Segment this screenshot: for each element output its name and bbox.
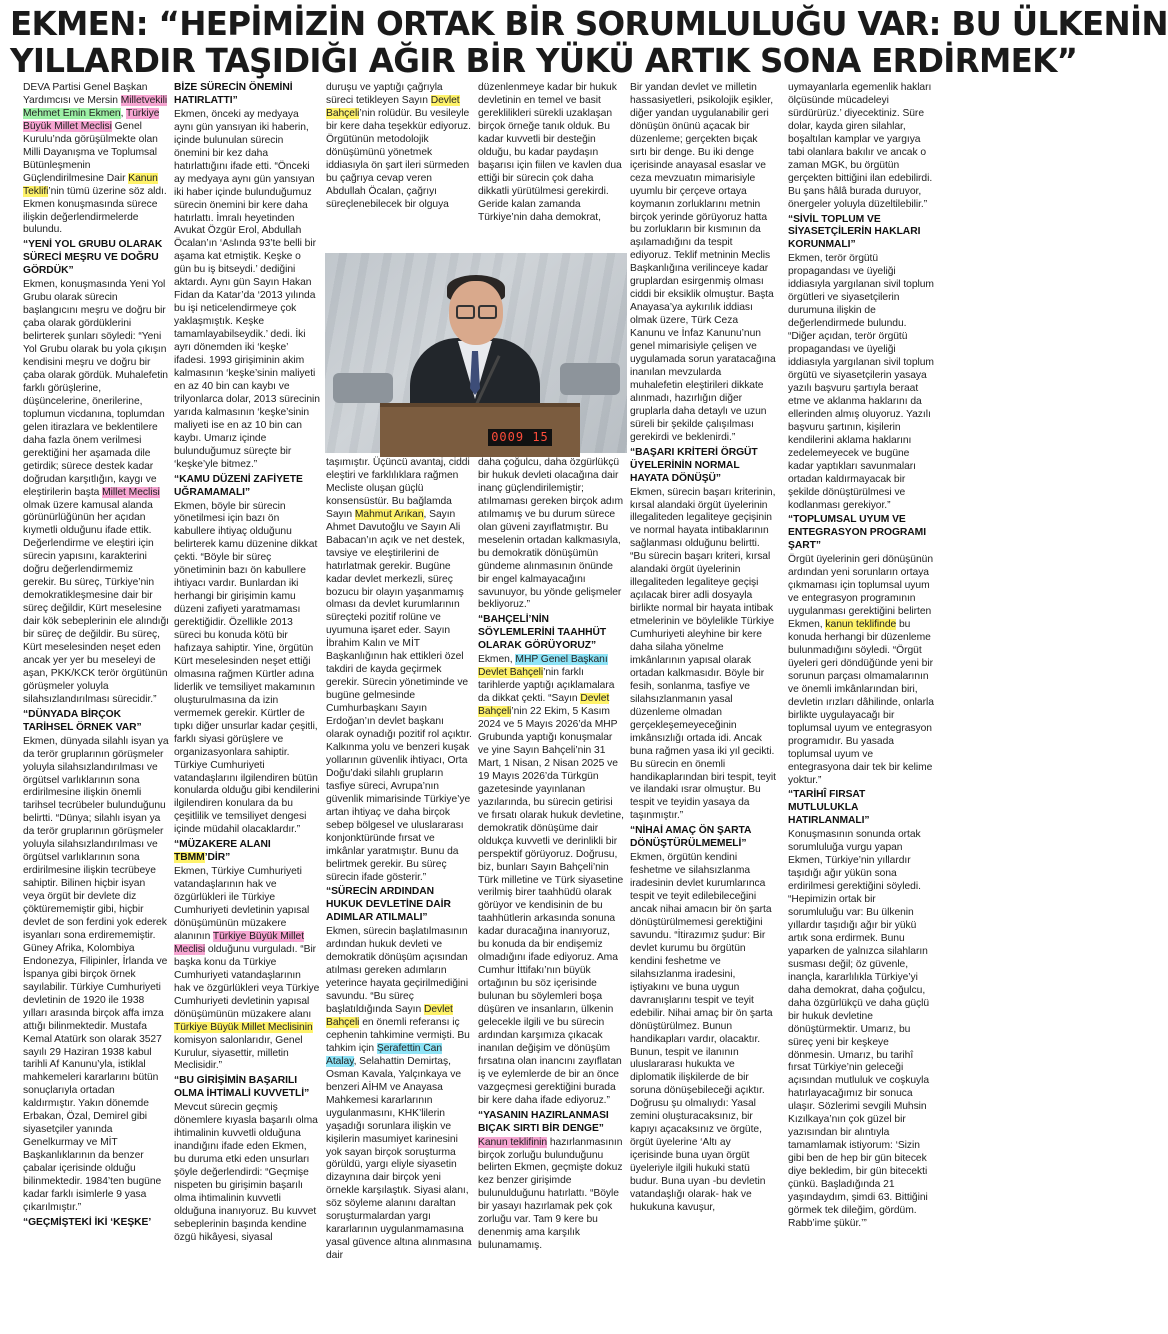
article-column-4-top [478,82,624,252]
section-heading: “YENİ YOL GRUBU OLARAK SÜRECİ MEŞRU VE DOĞRU GÖRDÜK” [23,239,163,277]
speaker-photo [325,253,627,453]
glasses-icon [456,305,475,319]
paragraph: Bir yandan devlet ve milletin hassasiyetleri, psikolojik eşikler, diğer yandan uygulanabilir geri dönüşün önünü açacak bir düzenleme; gerçekten bıçak sırtı bir denge. Bu iki denge içerisinde anayasal esaslar ve ceza mevzuatın mimarisiyle uyumlu bir çerçeve ortaya koymanın zorluklarını metnin birçok yerinde görüyoruz hatta bu zorlukların bir kısmının da aşılamadığını da tespit ediyoruz. Teklif metninin Meclis Başkanlığına verilinceye kadar gruplardan esirgenmiş olması ciddi bir eksiklik olmuştur. Başta Anayasa’ya aykırılık iddiası olmak üzere, Türk Ceza Kanunu ve İnfaz Kanunu’nun genel mimarisiyle çelişen ve uygulamada sorun yaratacağına inanılan mevzularda muhalefetin eleştirileri dikkate alınmadı, hazırlığın diğer gruplarla daha detaylı ve uzun süreli bir şekilde çalışılması gerekirdi ve beklenirdi.” [630,82,776,443]
paragraph: Ekmen, konuşmasında Yeni Yol Grubu olarak sürecin başlangıcını meşru ve doğru bir çaba olarak gördüklerini belirterek şunları söyledi: “Yeni Yol Grubu olarak bu yola çıkışın kendisini meşru ve doğru bir çaba olarak gördük. Muhalefetin farklı görüşlerine, düşüncelerine, önerilerine, toplumun vicdanına, toplumdan gelen itirazlara ve beklentilere daha fazla önem verilmesi gerektiğini her aşamada dile getirdik; sürece destek kadar doğrudan karşıtlığın, kaygı ve eleştirilerin başta Millet Meclisi olmak üzere kamusal alanda görünürlüğünün her açıdan kıymetli olduğunu ifade ettik. Değerlendirme ve eleştiri için sürecin yapısını, karakterini doğru değerlendirmemiz gerekir. Bu süreç, Türkiye’nin demokratikleşmesine dair bir süreç değildir, Kürt meselesine dair kök sebeplerinin ele alındığı bir süreç de değildir. Bu süreç, Kürt meselesinden neşet eden ancak yer yer bu meseleyi de aşan, PKK/KCK terör örgütünün görüşmeler yoluyla silahsızlandırılması sürecidir.” [23,279,169,705]
paragraph: uymayanlarla egemenlik hakları ölçüsünde mücadeleyi sürdürürüz.’ diyecektiniz. Süre dolar, kayda giren silahlar, boşaltılan kamplar ve yargıya tabi olanlara bakılır ve ancak o zaman MGK, bu örgütün gerçekten bittiğini ilan edebilirdi. Bu şans hâlâ burada duruyor, önergeler yoluyla düzeltilebilir.” [788,82,933,210]
paragraph: Ekmen, sürecin başarı kriterinin, kırsal alandaki örgüt üyelerinin illegaliteden legaliteye geçişinin ve normal hayata intibaklarının sağlanması olduğunu belirtti. “Bu sürecin başarı kriteri, kırsal alandaki örgüt üyelerinin illegaliteden legaliteye geçişi açılacak birer adli dosyayla birlikte normal bir hayata intibak etmelerinin ve böylelikle Türkiye Cumhuriyeti aleyhine bir kere daha silaha yönelme imkânlarının yapısal olarak ortadan kalkmasıdır. Böyle bir fesih, sonlanma, tasfiye ve silahsızlanmanın yasal düzenleme olmadan gerçekleşemeyeceğinin imkânsızlığı ortada idi. Ancak buna rağmen yasa iki yıl gecikti. Bu sürecin en önemli handikaplarından biri tespit, teyit ve ilandaki ısrar olmuştur. Bu tespit ve teyidin yasaya da taşınmıştır.” [630,486,776,822]
paragraph: Ekmen, örgütün kendini feshetme ve silahsızlanma iradesinin devlet kurumlarınca tespit ve teyit edilebileceğini ancak nihai amacın bir ön şarta dönüştürülmemesi gerektiğini savundu. “İtirazımız şudur: Bir devlet kurumu bu örgütün kendini feshetme ve silahsızlanma iradesini, iştiyakını ve buna uygun davranışlarını tespit ve teyit edebilir. Nihai amaç bir ön şarta dönüştürülmez. Bunun handikapları vardır, olacaktır. Bunun, tespit ve ilanının uluslararası hukukta ve diplomatik ilişkilerde de bir soruna dönüşebileceği açıktır. Doğrusu şu olmalıydı: Yasal zemini oluşturacaksınız, bir kapıyı açacaksınız ve örgüte, örgüt üyelerine ‘Altı ay içerisinde buna uyan örgüt üyeleriyle ilgili hukuki statü budur. Buna uyan -bu devletin vatandaşlığı olarak- hak ve hukukuna kavuşur, [630,852,773,1213]
section-heading: “TOPLUMSAL UYUM VE ENTEGRASYON PROGRAMI ŞART” [788,514,927,552]
paragraph: Ekmen, MHP Genel Başkanı Devlet Bahçeli’nin farklı tarihlerde yaptığı açıklamalara da dikkat çekti. “Sayın Devlet Bahçeli’nin 22 Ekim, 5 Kasım 2024 ve 5 Mayıs 2026’da MHP Grubunda yaptığı konuşmalar ve yine Sayın Bahçeli’nin 31 Mart, 1 Nisan, 2 Nisan 2025 ve 19 Mayıs 2026’da Türkgün gazetesinde yayınlanan yazılarında, bu sürecin getirisi ve fırsatı olarak hukuk devletine, demokratik dönüşüme dair oldukça kuvvetli ve derinlikli bir perspektif görüyoruz. Doğrusu, biz, bunları Sayın Bahçeli’nin Türk milletine ve Türk siyasetine verilmiş birer taahhüdü olarak görüyor ve kendisinin de bu taahhütlerin arkasında sonuna kadar duracağına inanıyoruz, bu konuda da bir endişemiz olmadığını ifade ediyoruz. Ama Cumhur İttifakı’nın büyük ortağının bu söz içerisinde bulunan bu söylemleri boşa düşüren ve insanların, ülkenin gelecekle ilgili ve bu sürecin ardından karşımıza çıkacak inanılan değişim ve dönüşüm fırsatına olan inancını zayıflatan iş ve eylemlerde de bir an önce vazgeçmesi gerektiğini burada bir kere daha ifade ediyoruz.” [478,654,624,1106]
paragraph: Ekmen, Türkiye Cumhuriyeti vatandaşlarının hak ve özgürlükleri ile Türkiye Cumhuriyeti devletinin yapısal dönüşümünün müzakere alanının Türkiye Büyük Millet Meclisi olduğunu vurguladı. “Bir başka konu da Türkiye Cumhuriyeti vatandaşlarının hak ve özgürlükleri veya Türkiye Cumhuriyeti devletinin yapısal dönüşümünün müzakere alanı Türkiye Büyük Millet Meclisinin komisyon salonlarıdır, Genel Kurulur, siyasettir, milletin Meclisidir.” [174,866,320,1072]
paragraph: Kanun teklifinin hazırlanmasının birçok zorluğu bulunduğunu belirten Ekmen, geçmişte dokuz kez benzer girişimde bulunulduğunu hatırlattı. “Böyle bir yasayı hazırlamak pek çok zorluğu var. Tam 9 kere bu denenmiş ama karşılık bulunamamış. [478,1136,623,1252]
paragraph: Mevcut sürecin geçmiş dönemlere kıyasla başarılı olma ihtimalinin kuvvetli olduğuna inandığını ifade eden Ekmen, bu duruma etki eden unsurları şöyle değerlendirdi: “Geçmişe nispeten bu girişimin başarılı olma ihtimalinin kuvvetli olduğuna inanıyoruz. Bu kuvvet sebeplerinin başında kendine özgü hikâyesi, siyasal [174,1102,318,1243]
paragraph: Ekmen, sürecin başlatılmasının ardından hukuk devleti ve demokratik dönüşüm açısından atılması gereken adımların yeterince hayata geçirilmediğini savundu. “Bu süreç başlatıldığında Sayın Devlet Bahçeli en önemli referansı iç cephenin tahkimine vermişti. Bu tahkim için Şerafettin Can Atalay, Selahattin Demirtaş, Osman Kavala, Yalçınkaya ve benzeri AİHM ve Anayasa Mahkemesi kararlarının uygulanmasını, KHK’lilerin yaşadığı sorunlara ilişkin ve kişilerin masumiyet karinesini yok sayan birçok soruşturma görüldü, yargı eliyle siyasetin dizaynına dair birçok yeni örnekle karşılaştık. Siyasi alanı, söz söyleme alanını daraltan soruşturmalardan yargı kararlarının uygulanmamasına yasal güvence altına alınmasına dair [326,926,472,1262]
article-column-5 [630,82,776,1332]
article-column-2 [174,82,320,1332]
paragraph: duruşu ve yaptığı çağrıyla süreci tetikleyen Sayın Devlet Bahçeli’nin rolüdür. Bu vesileyle bir kere daha teşekkür ediyoruz. Örgütünün metodolojik dönüşümünü yönetmek iddiasıyla ön şart ileri sürmeden bu çağrıya cevap veren Abdullah Öcalan, çağrıyı süreçlenebilecek bir olguya [326,82,471,210]
paragraph: Ekmen, önceki ay medyaya aynı gün yansıyan iki haberin, içinde bulunulan sürecin önemini bir kez daha hatırlattığını ifade etti. “Önceki ay medyaya aynı gün yansıyan iki haber içinde bulunduğumuz sürecin önemini bir kere daha hatırlattı. İmralı heyetinden Avukat Özgür Erol, Abdullah Öcalan’ın ‘Aslında 93’te belli bir aşama kat etmiştik. Keşke o gün bu iş bitseydi.’ dediğini aktardı. Aynı gün Sayın Hakan Fidan da Katar’da ‘2013 yılında bu işi neticelendirmeye çok yaklaşmıştık. Keşke tamamlayabilseydik.’ dedi. İki ayrı dönemden iki ‘keşke’ ifadesi. 1993 girişiminin akim kalmasının ‘keşke’sinin maliyeti en az 40 bin can kaybı ve trilyonlarca dolar, 2013 sürecinin yarıda kalmasının ‘keşke’sinin maliyeti ise en az 10 bin can kaybı. Umarız içinde bulunduğumuz süreçte bir ‘keşke’yle bitmez.” [174,108,320,470]
glasses-icon [478,305,497,319]
headline-line-1: EKMEN: “HEPİMİZİN ORTAK BİR SORUMLULUĞU VAR: BU ÜLKENİN [10,5,1168,43]
headline [10,5,1168,80]
parliament-seat [560,363,620,395]
paragraph: Örgüt üyelerinin geri dönüşünün ardından yeni sorunların ortaya çıkmaması için toplumsal uyum ve entegrasyon programının uygulanması gerektiğini belirten Ekmen, kanun teklifinde bu konuda herhangi bir düzenleme bulunmadığını söyledi. “Örgüt üyeleri geri döndüğünde yeni bir sorunun parçası olmamalarının ve önemli imkânlarından biri, devletin ırızları dâhilinde, onlarla birlikte uygulayacağı bir toplumsal uyum ve entegrasyon programıdır. Bu yasada toplumsal uyum ve entegrasyona dair tek bir kelime yoktur.” [788,554,934,786]
section-heading: “YASANIN HAZIRLANMASI BIÇAK SIRTI BİR DENGE” [478,1109,609,1134]
paragraph: daha çoğulcu, daha özgürlükçü bir hukuk devleti olacağına dair inanç güçlendirilemiştir; atılmaması gereken birçok adım atılmamış ve bu durum sürece olan güveni zayıflatmıştır. Bu meselenin ortadan kalkmasıyla, bu demokratik dönüşümün gündeme alınmasının önünde bir engel kalmayacağını savunuyor, bu yönde gelişmeler bekliyoruz.” [478,457,624,611]
section-heading: “DÜNYADA BİRÇOK TARİHSEL ÖRNEK VAR” [23,708,142,733]
article-column-3-top [326,82,472,252]
section-heading: “SÜRECİN ARDINDAN HUKUK DEVLETİNE DAİR ADIMLAR ATILMALI” [326,886,451,924]
article-column-6 [788,82,934,1332]
section-heading: “KAMU DÜZENİ ZAFİYETE UĞRAMAMALI” [174,473,303,498]
section-heading: BİZE SÜRECİN ÖNEMİNİ HATIRLATTI” [174,82,293,106]
section-heading: “MÜZAKERE ALANI TBMM’DİR” [174,839,271,864]
paragraph: düzenlenmeye kadar bir hukuk devletinin en temel ve basit gereklilikleri sürekli uzaklaşan birçok örneğe tanık olduk. Bu kadar kuvvetli bir desteğin olduğu, bu kadar paydaşın başarısı için fiilen ve kavlen dua ettiği bir sürecin çok daha dikkatli yürütülmesi gerekirdi. Geride kalan zamanda Türkiye’nin daha demokrat, [478,82,622,223]
paragraph: Ekmen, böyle bir sürecin yönetilmesi için bazı ön kabullere ihtiyaç olduğunu belirterek kamu düzenine dikkat çekti. “Böyle bir süreç yönetiminin bazı ön kabullere ihtiyacı vardır. Bunlardan iki herhangi bir girişimin kamu düzeni zafiyeti yaratmaması gerektiğidir. Özellikle 2013 süreci bu konuda kötü bir hafızaya sahiptir. Yine, örgütün Kürt meselesinden neşet ettiği olmasına rağmen Kürtler adına liderlik ve temsiliyet makamının oluşturulmasına da izin vermemek gerekir. Kürtler de tıpkı diğer unsurlar kadar çeşitli, farklı siyasi görüşlere ve organizasyonlara sahiptir. Türkiye Cumhuriyeti vatandaşlarını ilgilendiren bütün konularda olduğu gibi kendilerini ilgilendiren konulara da bu çeşitlilik ve temsiliyet dengesi içinde müdahil olacaklardır.” [174,500,320,836]
section-heading: “SİVİL TOPLUM VE SİYASETÇİLERİN HAKLARI KORUNMALI” [788,213,921,251]
section-heading: “BAHÇELİ’NİN SÖYLEMLERİNİ TAAHHÜT OLARAK GÖRÜYORUZ” [478,614,607,652]
section-heading: “BAŞARI KRİTERİ ÖRGÜT ÜYELERİNİN NORMAL HAYATA DÖNÜŞÜ” [630,446,758,484]
speech-timer: 0009 15 [488,429,552,446]
paragraph: Ekmen, terör örgütü propagandası ve üyeliği iddiasıyla yargılanan sivil toplum örgütleri ve siyasetçilerin durumuna ilişkin de değerlendirmede bulundu. “Diğer açıdan, terör örgütü propagandası ve üyeliği iddiasıyla yargılanan sivil toplum örgütü ve siyasetçilerin yasaya yazılı başvuru şartıyla beraat etme ve aklanma haklarını da ellerinden almış oluyoruz. Yazılı başvuru şartının, kişilerin kendilerini aklama haklarını zedelemeyecek ve bugüne kadar yaptıkları savunmaları ortadan kaldırmayacak bir şekilde dönüştürülmesi ve kodlanması gerekiyor.” [788,253,934,511]
article-column-4 [478,457,624,1332]
article-column-1 [23,82,169,1332]
parliament-seat [333,373,393,403]
section-heading: “TARİHÎ FIRSAT MUTLULUKLA HATIRLANMALI” [788,789,870,827]
paragraph: Ekmen, dünyada silahlı isyan ya da terör gruplarının görüşmeler yoluyla silahsızlandırılması ve örgütsel varlıklarının sona erdirilmesine ilişkin önemli tarihsel tecrübeler bulunduğunu belirtti. “Dünya; silahlı isyan ya da terör gruplarının görüşmeler yoluyla silahsızlandırılması ve örgütsel varlıklarının sona erdirilmesine ilişkin tecrübeye sahiptir. Bilinen hiçbir isyan veya örgüt bir devlete diz çöktürememiştir gibi, hiçbir devlet de son ferdini yok ederek isyanları sona erdirememiştir. Güney Afrika, Kolombiya Endonezya, Filipinler, İrlanda ve İspanya gibi birçok örnek sayılabilir. Türkiye Cumhuriyeti devletinin de 1920 ile 1938 yılları arasında birçok affa imza attığı bilinmektedir. Mustafa Kemal Atatürk son olarak 3527 sayılı 29 Haziran 1938 kabul tarihli Af Kanunu’yla, istiklal mahkemeleri kararlarını bütün sonuçlarıyla ortadan kaldırmıştır. Yakın dönemde Erbakan, Özal, Demirel gibi siyasetçiler yanında Genelkurmay ve MİT Başkanlıklarının da benzer çabalar içerisinde olduğu bilinmektedir. 1984’ten bugüne kadar farklı isimlerle 9 yasa çıkarılmıştır.” [23,735,169,1213]
paragraph: taşımıştır. Üçüncü avantaj, ciddi eleştiri ve farklılıklara rağmen Mecliste oluşan güçlü konsensüstür. Bu bağlamda Sayın Mahmut Arıkan, Sayın Ahmet Davutoğlu ve Sayın Ali Babacan’ın açık ve net destek, tavsiye ve eleştirilerini de hatırlatmak gerekir. Bugüne kadar devlet merkezli, süreç bozucu bir olayın yaşanmamış olması da devlet kurumlarının süreçteki pozitif rolüne ve uyumuna işaret eder. Sayın İbrahim Kalın ve MİT Başkanlığının hak ettikleri özel takdiri de kayda geçirmek gerekir. Sürecin yönetiminde ve bugüne gelmesinde Cumhurbaşkanı Sayın Erdoğan’ın devlet başkanı olarak oynadığı pozitif rol açıktır. Kalkınma yolu ve benzeri kuşak yollarının güvenlik ihtiyacı, Orta Doğu’daki silahlı grupların tasfiye süreci, Avrupa’nın güvenlik mimarisinde Türkiye’ye artan ihtiyaç ve daha birçok sebep bölgesel ve uluslararası konjonktüründe fırsat ve imkânlar yaratmıştır. Bunu da belirtmek gerekir. Bu süreç sürecin ifade gösterir.” [326,457,472,883]
section-heading: “GEÇMİŞTEKİ İKİ ‘KEŞKE’ [23,1216,152,1228]
paragraph: DEVA Partisi Genel Başkan Yardımcısı ve Mersin Milletvekili Mehmet Emin Ekmen, Türkiye Büyük Millet Meclisi Genel Kurulu’nda görüşülmekte olan Milli Dayanışma ve Toplumsal Bütünleşmenin Güçlendirilmesine Dair Kanun Teklifi’nin tümü üzerine söz aldı. Ekmen konuşmasında sürece ilişkin değerlendirmelerde bulundu. [23,82,168,236]
article-column-3 [326,457,472,1332]
headline-line-2: YILLARDIR TAŞIDIĞI AĞIR BİR YÜKÜ ARTIK SONA ERDİRMEK” [10,42,1078,80]
paragraph: Konuşmasının sonunda ortak sorumluluğa vurgu yapan Ekmen, Türkiye’nin yıllardır taşıdığı ağır yükün sona erdirilmesi gerektiğini söyledi. “Hepimizin ortak bir sorumluluğu var: Bu ülkenin yıllardır taşıdığı ağır bir yükü artık sona erdirmek. Bunu yaparken de yalnızca silahların susması değil; öz güvenle, inançla, kararlılıkla Türkiye’yi daha demokrat, daha çoğulcu, daha özgürlükçü ve daha güçlü bir hukuk devletine dönüştürmektir. Umarız, bu süreç yeni bir keşkeye dönmesin. Umarız, bu tarihî fırsat Türkiye’nin geleceği açısından mutluluk ve coşkuyla hatırlayacağımız bir sonuca ulaşır. Sözlerimi sevgili Muhsin Kızılkaya’nın çok güzel bir yazısından bir alıntıyla tamamlamak istiyorum: ‘Sizin gibi ben de hep bir gün bitecek diye bekledim, bir gün bitecekti çünkü. Başladığında 21 yaşındaydım, şimdi 63. Bittiğini görmek tek dileğim, gördüm. Rabb’ime şükür.’” [788,829,930,1229]
section-heading: “NİHAİ AMAÇ ÖN ŞARTA DÖNÜŞTÜRÜLMEMELİ” [630,825,752,850]
section-heading: “BU GİRİŞİMİN BAŞARILI OLMA İHTİMALİ KUVVETLİ” [174,1075,310,1100]
